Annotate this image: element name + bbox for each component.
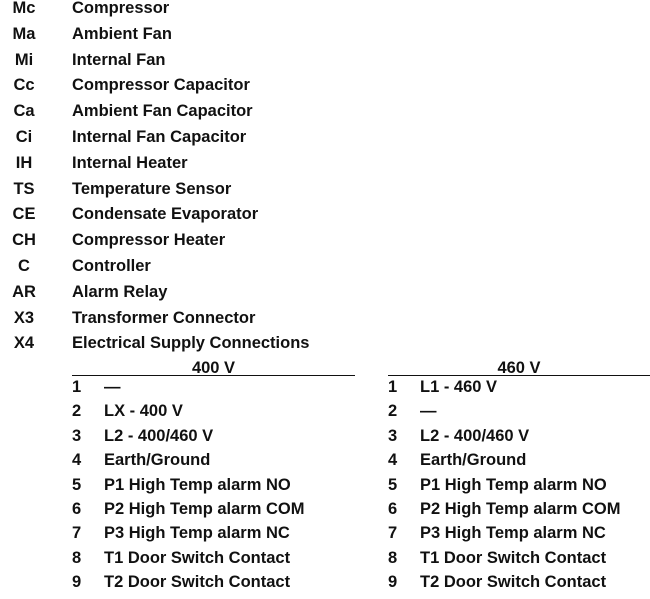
legend-description: Electrical Supply Connections <box>72 334 310 353</box>
terminal-number: 4 <box>388 451 398 470</box>
terminal-label: T2 Door Switch Contact <box>420 573 607 592</box>
terminal-label: Earth/Ground <box>420 451 527 470</box>
legend-code: AR <box>12 282 36 301</box>
legend-description: Internal Fan Capacitor <box>72 127 247 146</box>
legend-description: Compressor Capacitor <box>72 76 250 95</box>
terminal-label: — <box>104 378 121 396</box>
terminal-label: P1 High Temp alarm NO <box>420 475 607 494</box>
terminal-number: 9 <box>388 573 398 592</box>
legend-code: Ci <box>15 127 33 146</box>
terminal-number: 6 <box>388 499 398 518</box>
terminal-row <box>72 501 355 525</box>
legend-code: C <box>18 256 30 275</box>
legend-code: CE <box>12 205 36 224</box>
terminal-label: P2 High Temp alarm COM <box>420 499 621 518</box>
legend-description: Condensate Evaporator <box>72 205 259 224</box>
terminal-label: P3 High Temp alarm NC <box>104 524 290 543</box>
terminal-number: 2 <box>72 402 82 421</box>
terminal-row <box>72 428 355 452</box>
terminal-number: 8 <box>72 548 82 567</box>
terminal-row <box>388 574 650 598</box>
terminal-row <box>388 501 650 525</box>
terminal-row <box>388 525 650 549</box>
terminal-number: 5 <box>388 475 398 494</box>
legend-description: Ambient Fan <box>72 24 172 43</box>
supply-460v-title: 460 V <box>388 359 650 376</box>
terminal-row <box>72 379 355 403</box>
supply-400v-rows <box>72 379 355 599</box>
terminal-label: P2 High Temp alarm COM <box>104 499 305 518</box>
legend-description: Transformer Connector <box>72 308 256 327</box>
terminal-number: 1 <box>72 378 82 396</box>
legend-code: IH <box>15 153 33 172</box>
terminal-number: 7 <box>72 524 82 543</box>
legend-code: CH <box>12 231 36 250</box>
terminal-label: P1 High Temp alarm NO <box>104 475 291 494</box>
legend-description: Internal Heater <box>72 153 188 172</box>
terminal-row <box>388 403 650 427</box>
terminal-label: L2 - 400/460 V <box>420 426 530 445</box>
legend-code: Ca <box>13 102 35 121</box>
legend-code: Mi <box>14 50 34 69</box>
terminal-number: 5 <box>72 475 82 494</box>
supply-460v-block <box>388 359 650 599</box>
legend-description: Internal Fan <box>72 50 166 69</box>
legend-description: Ambient Fan Capacitor <box>72 102 253 121</box>
terminal-number: 1 <box>388 378 398 396</box>
terminal-number: 8 <box>388 548 398 567</box>
terminal-row <box>72 452 355 476</box>
legend-description: Compressor <box>72 0 170 17</box>
terminal-row <box>72 574 355 598</box>
terminal-label: L1 - 460 V <box>420 378 498 396</box>
terminal-label: Earth/Ground <box>104 451 211 470</box>
terminal-label: L2 - 400/460 V <box>104 426 214 445</box>
terminal-label: — <box>420 402 437 421</box>
legend-description: Controller <box>72 256 151 275</box>
terminal-number: 6 <box>72 499 82 518</box>
legend-code: Mc <box>12 0 36 17</box>
terminal-row <box>72 403 355 427</box>
terminal-label: T2 Door Switch Contact <box>104 573 291 592</box>
legend-code: TS <box>13 179 35 198</box>
legend-code: X4 <box>13 334 35 353</box>
terminal-row <box>72 477 355 501</box>
terminal-row <box>72 550 355 574</box>
terminal-number: 3 <box>72 426 82 445</box>
terminal-label: T1 Door Switch Contact <box>104 548 291 567</box>
legend-code: X3 <box>13 308 35 327</box>
terminal-label: P3 High Temp alarm NC <box>420 524 606 543</box>
supply-460v-rows <box>388 379 650 599</box>
terminal-number: 2 <box>388 402 398 421</box>
terminal-row <box>388 550 650 574</box>
terminal-row <box>388 477 650 501</box>
terminal-number: 4 <box>72 451 82 470</box>
supply-400v-title: 400 V <box>72 359 355 376</box>
legend-description: Alarm Relay <box>72 282 168 301</box>
terminal-row <box>388 428 650 452</box>
terminal-label: LX - 400 V <box>104 402 183 421</box>
terminal-row <box>388 379 650 403</box>
supply-400v-block <box>72 359 355 599</box>
legend-description: Temperature Sensor <box>72 179 232 198</box>
legend-description: Compressor Heater <box>72 231 226 250</box>
terminal-row <box>72 525 355 549</box>
terminal-number: 7 <box>388 524 398 543</box>
terminal-label: T1 Door Switch Contact <box>420 548 607 567</box>
terminal-number: 9 <box>72 573 82 592</box>
legend-code: Ma <box>12 24 36 43</box>
legend-code: Cc <box>13 76 35 95</box>
terminal-number: 3 <box>388 426 398 445</box>
terminal-row <box>388 452 650 476</box>
